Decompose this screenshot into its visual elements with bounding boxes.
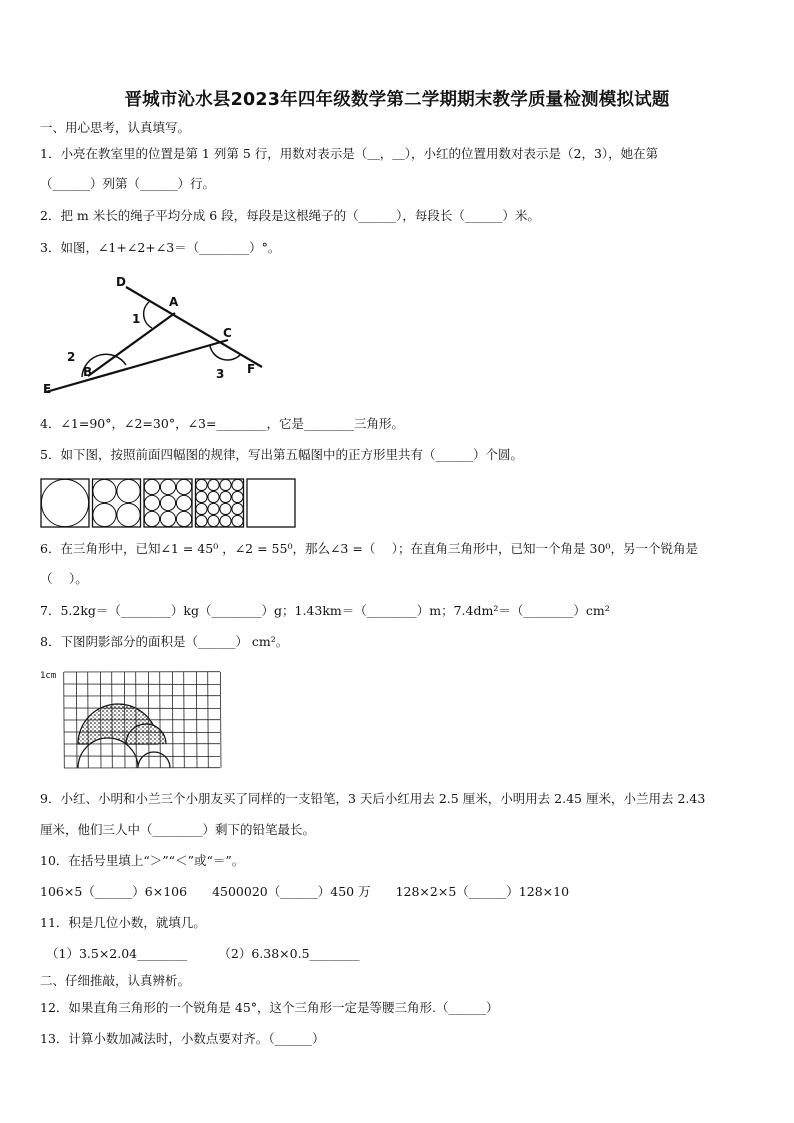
grid-hline [64,684,220,685]
question-6-line-a: 6．在三角形中，已知∠1 = 45⁰ ，∠2 = 55⁰，那么∠3 =（ ）；在直角三角形中，已知一个角是 30⁰，另一个锐角是 [40,541,698,556]
pattern-square-5 [247,479,295,527]
line-EC [46,340,228,392]
grid-area-figure [38,666,222,772]
question-8: 8．下图阴影部分的面积是（______） cm²。 [40,634,289,649]
question-11: 11．积是几位小数，就填几。 [40,915,206,930]
label-F: F [247,362,256,376]
section-heading-1: 一、用心思考，认真填写。 [40,120,191,135]
question-1-line-b: （______）列第（______）行。 [40,176,216,191]
angle-figure [38,274,273,400]
question-11-items: （1）3.5×2.04________ （2）6.38×0.5________ [46,946,360,961]
question-9-line-b: 厘米，他们三人中（________）剩下的铅笔最长。 [40,822,316,837]
label-B: B [83,365,93,379]
question-10-items: 106×5（______）6×106 4500020（______）450 万 128×2×5（______）128×10 [40,884,570,899]
question-9-line-a: 9．小红、小明和小兰三个小朋友买了同样的一支铅笔，3 天后小红用去 2.5 厘米，小明用去 2.45 厘米，小兰用去 2.43 [40,791,706,806]
angle-arc-1 [144,302,152,328]
unshaded-arc-right [138,752,170,768]
pattern-square-3 [144,479,192,527]
label-E: E [43,382,52,396]
label-2: 2 [67,350,76,364]
circle-squares-figure [40,478,298,530]
label-D: D [116,275,126,289]
question-3: 3．如图，∠1+∠2+∠3＝（________）°。 [40,240,281,255]
page-title: 晋城市沁水县2023年四年级数学第二学期期末教学质量检测模拟试题 [124,90,670,110]
label-1: 1 [132,312,141,326]
grid-hline [64,732,220,733]
question-12: 12．如果直角三角形的一个锐角是 45°，这个三角形一定是等腰三角形.（______） [40,1000,499,1015]
question-10: 10．在括号里填上“＞”“＜”或“＝”。 [40,853,245,868]
pattern-square-2 [93,479,141,527]
line-DF [126,287,262,367]
question-13: 13．计算小数加减法时，小数点要对齐。（______） [40,1031,325,1046]
pattern-square-4 [196,479,244,527]
question-1-line-a: 1．小亮在教室里的位置是第 1 列第 5 行，用数对表示是（＿，＿），小红的位置用数对表示是（2，3），她在第 [40,146,659,161]
section-heading-2: 二、仔细推敲，认真辨析。 [40,973,191,988]
question-7: 7．5.2kg＝（________）kg（________）g；1.43km＝（________）m；7.4dm²＝（________）cm² [40,603,610,618]
grid-unit-label: 1cm [40,671,57,681]
question-4: 4．∠1=90°，∠2=30°，∠3=________，它是________三角形。 [40,416,404,431]
grid-hline [64,708,220,709]
question-5: 5．如下图，按照前面四幅图的规律，写出第五幅图中的正方形里共有（______）个圆。 [40,447,523,462]
question-6-line-b: （ ）。 [40,571,88,586]
label-3: 3 [216,367,225,381]
grid-hline [64,756,220,757]
grid-vline [220,672,221,768]
label-C: C [223,326,232,340]
question-2: 2．把 m 米长的绳子平均分成 6 段，每段是这根绳子的（______），每段长（______）米。 [40,208,540,223]
label-A: A [169,295,179,309]
